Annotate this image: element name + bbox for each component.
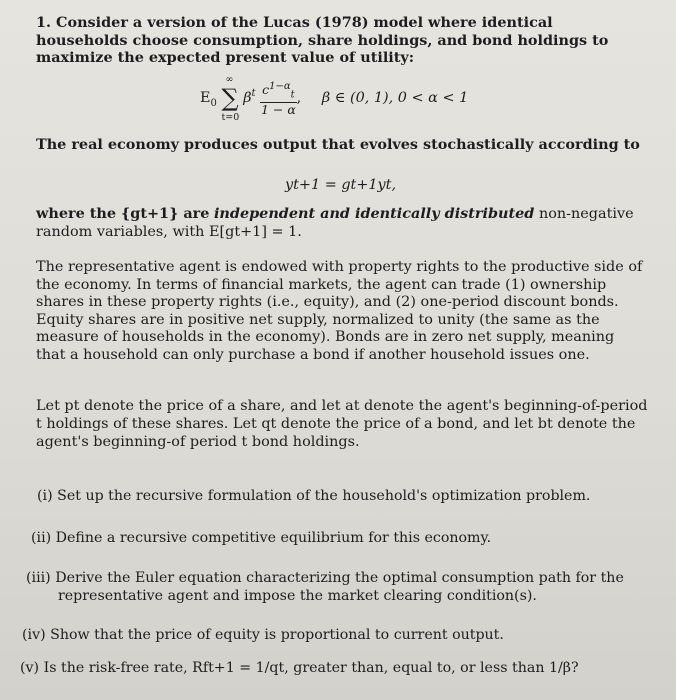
part-iii: (iii) Derive the Euler equation characterizing the optimal consumption path for the bbox=[26, 570, 624, 586]
agent-paragraph: The representative agent is endowed with property rights to the productive side of the economy. In terms of financial markets, the agent can trade (1) ownership shares in these property rights (i.e., equity), and (2) one-period discount bonds. Equity shares are in positive net supply, normalized to unity (the same as the measure of households in the economy). Bonds are in zero net supply, meaning that a household can only purchase a bond if another household issues one. bbox=[36, 259, 643, 363]
output-law-equation: yt+1 = gt+1yt, bbox=[285, 177, 397, 193]
real-economy-text: The real economy produces output that evolves stochastically according to bbox=[36, 136, 640, 153]
part-v: (v) Is the risk-free rate, Rft+1 = 1/qt, greater than, equal to, or less than 1/β? bbox=[20, 660, 579, 676]
where-clause: where the {gt+1} are independent and identically distributed non-negative random variables, with E[gt+1] = 1. bbox=[36, 205, 634, 240]
part-iv: (iv) Show that the price of equity is proportional to current output. bbox=[22, 627, 504, 643]
prices-paragraph: Let pt denote the price of a share, and let at denote the agent's beginning-of-period t holdings of these shares. Let qt denote the price of a bond, and let bt denote the agent's beginning-of period t bond holdings. bbox=[36, 398, 648, 450]
discount-factor: $\beta^t$ bbox=[243, 88, 256, 106]
part-iii-continued: representative agent and impose the market clearing condition(s). bbox=[58, 588, 537, 604]
part-i: (i) Set up the recursive formulation of the household's optimization problem. bbox=[37, 488, 591, 504]
utility-fraction: $\frac{c^{1-\alpha}_t}{1 - \alpha}$ bbox=[260, 81, 296, 117]
part-ii: (ii) Define a recursive competitive equilibrium for this economy. bbox=[31, 530, 492, 546]
parameter-conditions: β ∈ (0, 1), 0 < α < 1 bbox=[321, 89, 469, 106]
sum-symbol: ∑ ∞ t=0 bbox=[221, 73, 240, 123]
utility-equation: $E_0$ ∑ ∞ t=0 $\beta^t$ $\frac{c^{1-\alpha}_t}{1 - \alpha}$ , β ∈ (0, 1), 0 < α < 1 bbox=[200, 73, 469, 123]
question-intro: 1. Consider a version of the Lucas (1978) model where identical households choose consumption, share holdings, and bond holdings to maximize the expected present value of utility: bbox=[36, 14, 609, 66]
expectation-operator: $E_0$ bbox=[200, 89, 217, 109]
